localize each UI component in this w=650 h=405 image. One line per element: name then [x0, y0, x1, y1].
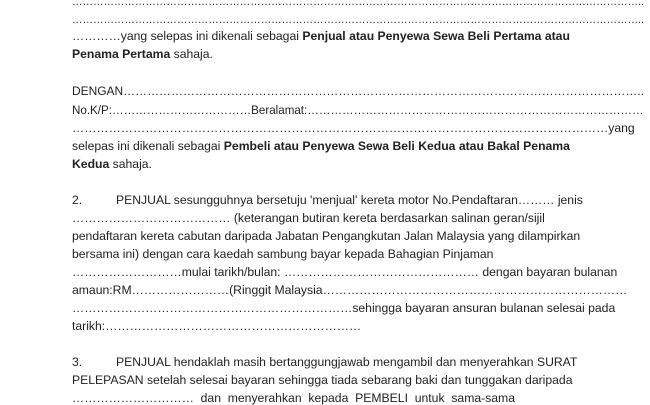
buyer-definition-text: selepas ini dikenali sebagai	[72, 139, 224, 153]
dotted-line-1: ………………………………………………………………………………………………………………………………………………..	[72, 0, 644, 8]
clause-2-line-5: ………………………mulai tarikh/bulan: ………………………………………… dengan bayaran bulanan	[72, 265, 618, 279]
buyer-sahaja-text: sahaja.	[109, 157, 152, 171]
clause-3-line-1: PENJUAL hendaklah masih bertanggungjawab mengambil dan menyerahkan SURAT	[116, 355, 578, 369]
buyer-definition-line-2	[72, 157, 152, 171]
buyer-role-bold-2: Kedua	[72, 157, 110, 171]
clause-2-line-8: tarikh:………………………………………………………	[72, 319, 362, 333]
seller-role-bold-2: Penama Pertama	[72, 47, 171, 61]
clause-3-line-2: PELEPASAN setelah selesai bayaran sehingga tiada sebarang baki dan tunggakan daripada	[72, 373, 573, 387]
buyer-name-line: DENGAN…………………………………………………………………………………………………………………..	[72, 84, 644, 98]
seller-sahaja-text: sahaja.	[170, 47, 213, 61]
clause-3-number: 3.	[72, 355, 83, 369]
clause-2-line-4: bersama ini) dengan cara kaedah sambung bayar kepada Bahagian Pinjaman	[72, 247, 494, 261]
clause-2-line-3: pendaftaran kereta cabutan daripada Jabatan Pengangkutan Jalan Malaysia yang dilampirkan	[72, 229, 581, 243]
seller-definition-line-2	[72, 47, 213, 61]
clause-2-line-6: amaun:RM……………………(Ringgit Malaysia…………………………………………………………………	[72, 283, 628, 297]
dotted-line-2: ………………………………………………………………………………………………………………………………………………..	[72, 12, 644, 26]
seller-definition-text: …………yang selepas ini dikenali sebagai	[72, 29, 303, 43]
clause-3-line-3: ………………………… dan menyerahkan kepada PEMBELI untuk sama-sama	[72, 391, 515, 405]
buyer-address-line-2: ……………………………………………………………………………………………………………………yang	[72, 121, 635, 135]
seller-definition-line	[72, 29, 570, 43]
clause-2-line-7: ……………………………………………………………sehingga bayaran ansuran bulanan selesai pada	[72, 301, 616, 315]
clause-2-number: 2.	[72, 193, 83, 207]
clause-2-line-1: PENJUAL sesungguhnya bersetuju 'menjual' kereta motor No.Pendaftaran……… jenis	[116, 193, 583, 207]
seller-role-bold: Penjual atau Penyewa Sewa Beli Pertama atau	[302, 29, 570, 43]
buyer-role-bold: Pembeli atau Penyewa Sewa Beli Kedua atau Bakal Penama	[223, 139, 570, 153]
buyer-ic-address-line: No.K/P:………………………………Beralamat:……………………………………………………………………………	[72, 103, 644, 117]
buyer-definition-line	[72, 139, 570, 153]
clause-2-line-2: ………………………………… (keterangan butiran kereta berdasarkan salinan geran/sijil	[72, 211, 545, 225]
